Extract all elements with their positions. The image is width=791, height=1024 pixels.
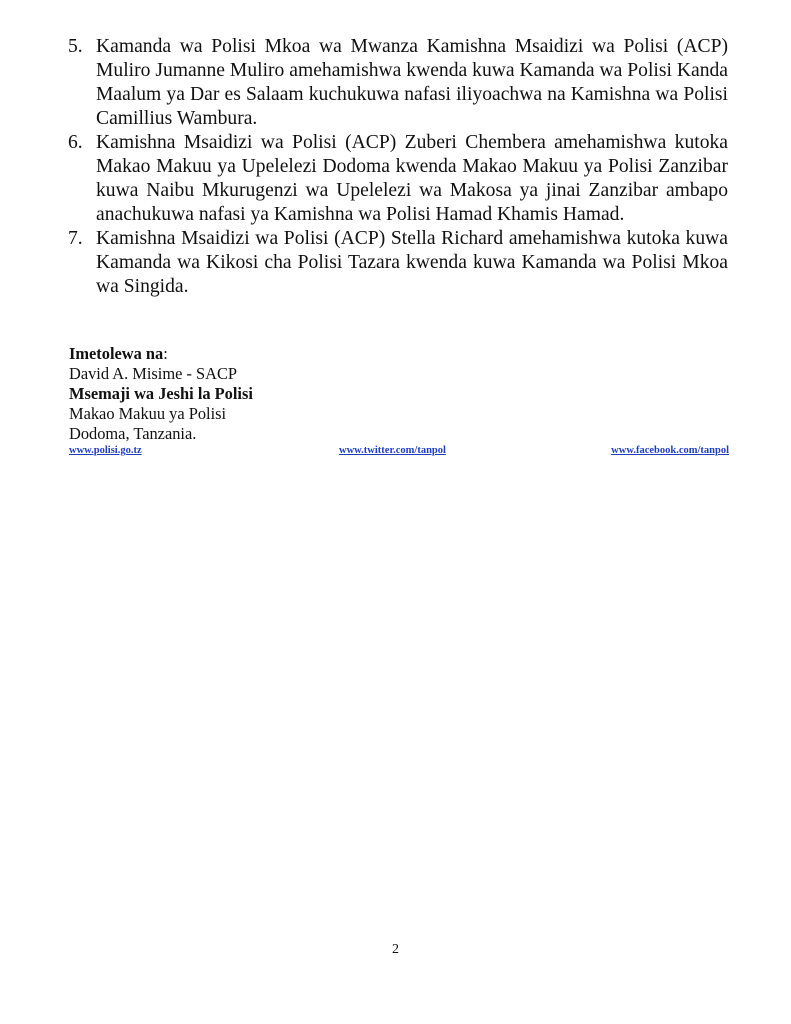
- list-item-text: Kamanda wa Polisi Mkoa wa Mwanza Kamishna Msaidizi wa Polisi (ACP) Muliro Jumanne Muliro amehamishwa kwenda kuwa Kamanda wa Polisi Kanda Maalum ya Dar es Salaam kuchukuwa nafasi iliyoachwa na Kamishna wa Polisi Camillius Wambura.: [96, 36, 728, 129]
- list-number: 5.: [68, 36, 83, 57]
- issued-by-colon: :: [163, 344, 168, 363]
- facebook-link[interactable]: www.facebook.com/tanpol: [611, 445, 729, 456]
- numbered-list: [68, 35, 728, 299]
- signatory-office: Makao Makuu ya Polisi: [69, 404, 227, 423]
- twitter-link[interactable]: www.twitter.com/tanpol: [339, 445, 446, 456]
- list-number: 6.: [68, 132, 83, 153]
- list-number: 7.: [68, 228, 83, 249]
- list-item-7: [68, 227, 728, 299]
- list-item-text: Kamishna Msaidizi wa Polisi (ACP) Zuberi Chembera amehamishwa kutoka Makao Makuu ya Upelelezi Dodoma kwenda Makao Makuu ya Polisi Zanzibar kuwa Naibu Mkurugenzi wa Upelelezi wa Makosa ya jinai Zanzibar ambapo anachukuwa nafasi ya Kamishna wa Polisi Hamad Khamis Hamad.: [96, 132, 728, 225]
- issued-by-line: [69, 344, 253, 364]
- signatory-location: Dodoma, Tanzania.: [69, 424, 197, 443]
- list-item-text: Kamishna Msaidizi wa Polisi (ACP) Stella Richard amehamishwa kutoka kuwa Kamanda wa Kikosi cha Polisi Tazara kwenda kuwa Kamanda wa Polisi Mkoa wa Singida.: [96, 228, 728, 297]
- page-number: 2: [392, 942, 399, 957]
- website-link[interactable]: www.polisi.go.tz: [69, 445, 142, 456]
- issued-by-label: Imetolewa na: [69, 344, 164, 363]
- signature-block: [69, 344, 253, 444]
- list-item-5: [68, 35, 728, 131]
- list-item-6: [68, 131, 728, 227]
- signatory-title: Msemaji wa Jeshi la Polisi: [69, 384, 253, 403]
- signatory-name: David A. Misime - SACP: [69, 364, 238, 383]
- footer-links: [69, 445, 729, 461]
